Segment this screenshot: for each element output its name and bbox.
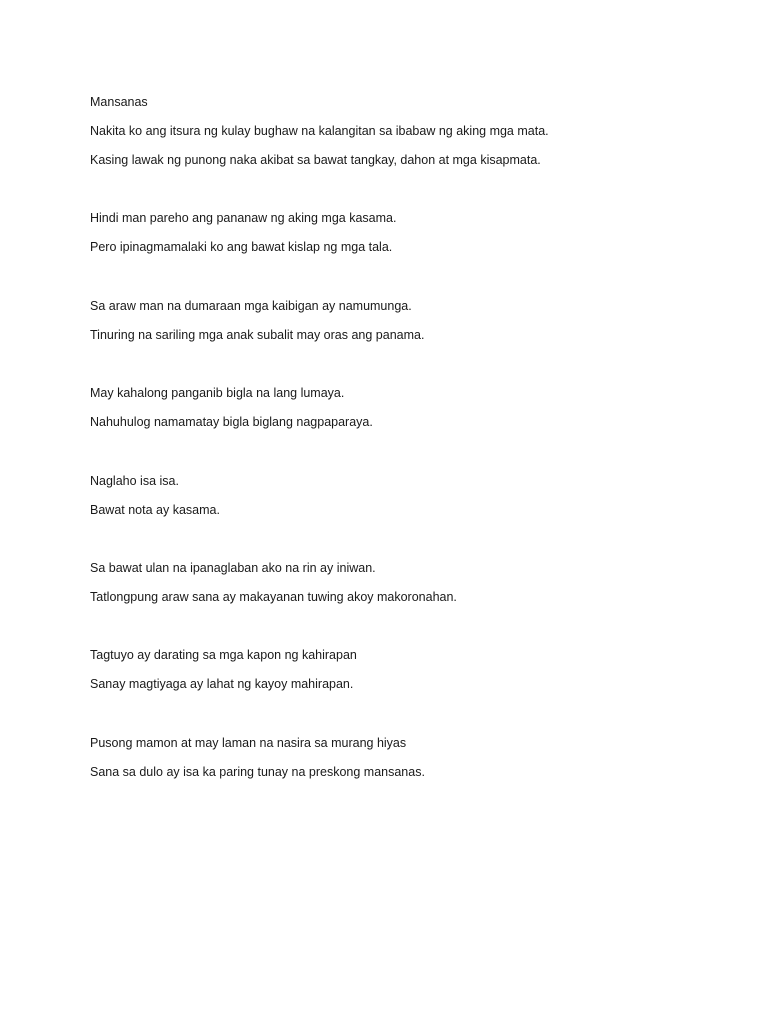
poem-title: Mansanas xyxy=(90,95,148,109)
poem-line: Tinuring na sariling mga anak subalit may oras ang panama. xyxy=(90,328,425,342)
poem-line: Pero ipinagmamalaki ko ang bawat kislap ng mga tala. xyxy=(90,240,393,254)
poem-line: Nakita ko ang itsura ng kulay bughaw na kalangitan sa ibabaw ng aking mga mata. xyxy=(90,124,549,138)
poem-line: May kahalong panganib bigla na lang lumaya. xyxy=(90,386,345,400)
poem-line: Hindi man pareho ang pananaw ng aking mga kasama. xyxy=(90,211,397,225)
poem-line: Tatlongpung araw sana ay makayanan tuwing akoy makoronahan. xyxy=(90,590,457,604)
poem-line: Sana sa dulo ay isa ka paring tunay na preskong mansanas. xyxy=(90,765,425,779)
poem-line: Sa bawat ulan na ipanaglaban ako na rin ay iniwan. xyxy=(90,561,376,575)
poem-line: Naglaho isa isa. xyxy=(90,474,179,488)
poem-line: Tagtuyo ay darating sa mga kapon ng kahirapan xyxy=(90,648,357,662)
poem-line: Sanay magtiyaga ay lahat ng kayoy mahirapan. xyxy=(90,677,354,691)
poem-line: Pusong mamon at may laman na nasira sa murang hiyas xyxy=(90,736,407,750)
poem-line: Sa araw man na dumaraan mga kaibigan ay namumunga. xyxy=(90,299,412,313)
poem-line: Kasing lawak ng punong naka akibat sa bawat tangkay, dahon at mga kisapmata. xyxy=(90,153,541,167)
poem-line: Bawat nota ay kasama. xyxy=(90,503,220,517)
poem-line: Nahuhulog namamatay bigla biglang nagpaparaya. xyxy=(90,415,373,429)
